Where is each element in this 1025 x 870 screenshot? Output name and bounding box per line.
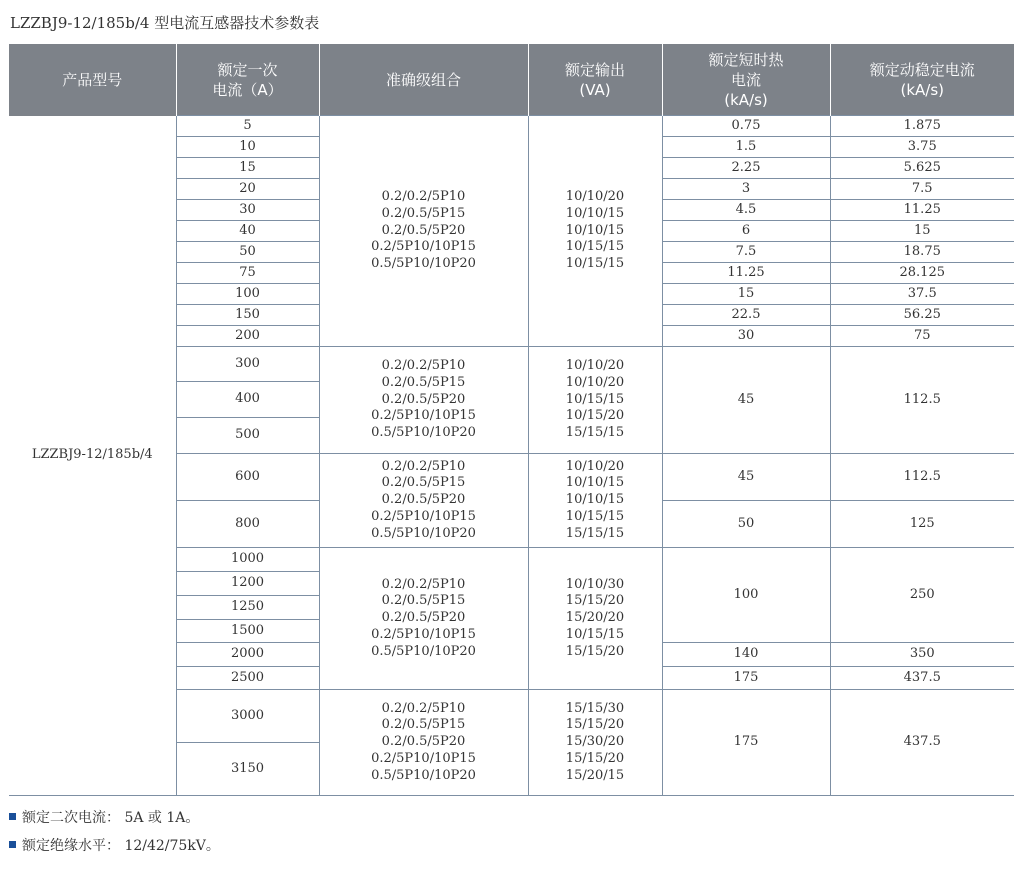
thermal-cell: 1.5	[662, 137, 830, 158]
current-cell: 75	[176, 263, 319, 284]
current-cell: 300	[176, 347, 319, 382]
thermal-cell: 4.5	[662, 200, 830, 221]
dynamic-cell: 18.75	[830, 242, 1014, 263]
spec-table	[9, 44, 1014, 796]
dynamic-cell: 112.5	[830, 347, 1014, 454]
current-cell: 800	[176, 501, 319, 548]
output-cell: 15/15/30 15/15/20 15/30/20 15/15/20 15/20/15	[528, 690, 662, 796]
dynamic-cell: 437.5	[830, 667, 1014, 690]
current-cell: 1500	[176, 620, 319, 643]
dynamic-cell: 125	[830, 501, 1014, 548]
current-cell: 150	[176, 305, 319, 326]
header-accuracy: 准确级组合	[319, 44, 528, 116]
output-cell: 10/10/20 10/10/15 10/10/15 10/15/15 10/15/15	[528, 116, 662, 347]
thermal-cell: 45	[662, 347, 830, 454]
thermal-cell: 11.25	[662, 263, 830, 284]
current-cell: 1250	[176, 596, 319, 620]
current-cell: 1200	[176, 572, 319, 596]
dynamic-cell: 1.875	[830, 116, 1014, 137]
dynamic-cell: 250	[830, 548, 1014, 643]
accuracy-cell: 0.2/0.2/5P10 0.2/0.5/5P15 0.2/0.5/5P20 0.2/5P10/10P15 0.5/5P10/10P20	[319, 454, 528, 548]
current-cell: 100	[176, 284, 319, 305]
accuracy-cell: 0.2/0.2/5P10 0.2/0.5/5P15 0.2/0.5/5P20 0.2/5P10/10P15 0.5/5P10/10P20	[319, 690, 528, 796]
output-cell: 10/10/20 10/10/15 10/10/15 10/15/15 15/15/15	[528, 454, 662, 548]
current-cell: 3150	[176, 743, 319, 796]
dynamic-cell: 3.75	[830, 137, 1014, 158]
output-cell: 10/10/30 15/15/20 15/20/20 10/15/15 15/15/20	[528, 548, 662, 690]
dynamic-cell: 28.125	[830, 263, 1014, 284]
header-thermal-current: 额定短时热 电流 (kA/s)	[662, 44, 830, 116]
dynamic-cell: 11.25	[830, 200, 1014, 221]
page-title: LZZBJ9-12/185b/4 型电流互感器技术参数表	[10, 14, 320, 32]
current-cell: 5	[176, 116, 319, 137]
thermal-cell: 22.5	[662, 305, 830, 326]
header-output: 额定输出 (VA)	[528, 44, 662, 116]
current-cell: 2500	[176, 667, 319, 690]
bullet-square-icon	[9, 813, 16, 820]
dynamic-cell: 350	[830, 643, 1014, 667]
current-cell: 20	[176, 179, 319, 200]
current-cell: 15	[176, 158, 319, 179]
thermal-cell: 175	[662, 690, 830, 796]
thermal-cell: 100	[662, 548, 830, 643]
current-cell: 3000	[176, 690, 319, 743]
model-cell: LZZBJ9-12/185b/4	[9, 116, 176, 796]
header-model: 产品型号	[9, 44, 176, 116]
thermal-cell: 7.5	[662, 242, 830, 263]
thermal-cell: 2.25	[662, 158, 830, 179]
thermal-cell: 45	[662, 454, 830, 501]
header-row	[9, 44, 1014, 116]
current-cell: 40	[176, 221, 319, 242]
thermal-cell: 30	[662, 326, 830, 347]
table-row	[9, 116, 1014, 137]
dynamic-cell: 15	[830, 221, 1014, 242]
output-cell: 10/10/20 10/10/20 10/15/15 10/15/20 15/15/15	[528, 347, 662, 454]
current-cell: 2000	[176, 643, 319, 667]
note-secondary-current	[9, 807, 199, 827]
header-dynamic-current: 额定动稳定电流 (kA/s)	[830, 44, 1014, 116]
dynamic-cell: 75	[830, 326, 1014, 347]
dynamic-cell: 7.5	[830, 179, 1014, 200]
dynamic-cell: 112.5	[830, 454, 1014, 501]
thermal-cell: 3	[662, 179, 830, 200]
thermal-cell: 50	[662, 501, 830, 548]
note-text: 额定二次电流： 5A 或 1A。	[22, 810, 200, 826]
current-cell: 30	[176, 200, 319, 221]
dynamic-cell: 37.5	[830, 284, 1014, 305]
thermal-cell: 15	[662, 284, 830, 305]
current-cell: 500	[176, 418, 319, 454]
dynamic-cell: 437.5	[830, 690, 1014, 796]
accuracy-cell: 0.2/0.2/5P10 0.2/0.5/5P15 0.2/0.5/5P20 0.2/5P10/10P15 0.5/5P10/10P20	[319, 548, 528, 690]
current-cell: 400	[176, 382, 319, 418]
current-cell: 50	[176, 242, 319, 263]
current-cell: 10	[176, 137, 319, 158]
dynamic-cell: 56.25	[830, 305, 1014, 326]
header-primary-current: 额定一次 电流（A）	[176, 44, 319, 116]
accuracy-cell: 0.2/0.2/5P10 0.2/0.5/5P15 0.2/0.5/5P20 0.2/5P10/10P15 0.5/5P10/10P20	[319, 116, 528, 347]
note-insulation-level	[9, 835, 220, 855]
thermal-cell: 140	[662, 643, 830, 667]
current-cell: 1000	[176, 548, 319, 572]
bullet-square-icon	[9, 841, 16, 848]
dynamic-cell: 5.625	[830, 158, 1014, 179]
thermal-cell: 175	[662, 667, 830, 690]
thermal-cell: 0.75	[662, 116, 830, 137]
accuracy-cell: 0.2/0.2/5P10 0.2/0.5/5P15 0.2/0.5/5P20 0.2/5P10/10P15 0.5/5P10/10P20	[319, 347, 528, 454]
note-text: 额定绝缘水平： 12/42/75kV。	[22, 838, 220, 854]
thermal-cell: 6	[662, 221, 830, 242]
current-cell: 200	[176, 326, 319, 347]
current-cell: 600	[176, 454, 319, 501]
